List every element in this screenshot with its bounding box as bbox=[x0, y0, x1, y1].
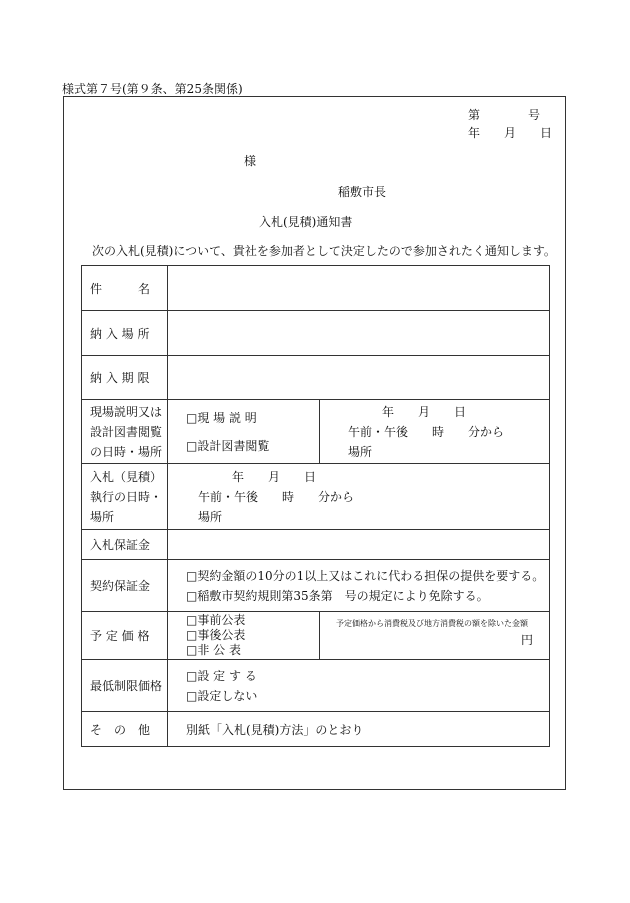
intro-text: 次の入札(見積)について、貴社を参加者として決定したので参加されたく通知します。 bbox=[92, 244, 556, 258]
site-briefing-datetime bbox=[320, 400, 550, 464]
document-title: 入札(見積)通知書 bbox=[259, 215, 353, 229]
label-line: 入札（見積） bbox=[90, 469, 163, 484]
document-date: 年 月 日 bbox=[468, 126, 553, 140]
price-unit: 円 bbox=[520, 633, 533, 647]
label-line: 現場説明又は bbox=[90, 404, 163, 419]
label-contract-bond: 契約保証金 bbox=[82, 560, 168, 612]
datetime-time: 午前・午後 時 分から bbox=[348, 424, 505, 439]
checkbox-design-doc-viewing[interactable]: □設計図書閲覧 bbox=[186, 438, 270, 453]
datetime-time: 午前・午後 時 分から bbox=[198, 489, 355, 504]
label-site-briefing bbox=[82, 400, 168, 464]
label-bid-execution bbox=[82, 464, 168, 530]
label-minimum-price: 最低制限価格 bbox=[82, 660, 168, 712]
row-other bbox=[82, 712, 550, 747]
value-item-name bbox=[168, 266, 550, 311]
label-estimated-price: 予 定 価 格 bbox=[82, 612, 168, 660]
checkbox-site-explanation[interactable]: □現 場 説 明 bbox=[186, 410, 257, 425]
bid-execution-datetime bbox=[168, 464, 550, 530]
label-delivery-place: 納 入 場 所 bbox=[82, 311, 168, 356]
value-delivery-deadline bbox=[168, 356, 550, 400]
contract-bond-options bbox=[168, 560, 550, 612]
estimated-price-amount bbox=[320, 612, 550, 660]
row-contract-bond bbox=[82, 560, 550, 612]
row-bid-execution bbox=[82, 464, 550, 530]
document-number: 第 号 bbox=[468, 108, 541, 122]
checkbox-post-announced[interactable]: □事後公表 bbox=[186, 628, 246, 642]
checkbox-contract-bond-exempt[interactable]: □稲敷市契約規則第35条第 号の規定により免除する。 bbox=[186, 588, 489, 603]
estimated-price-options bbox=[168, 612, 320, 660]
label-other: そ の 他 bbox=[82, 712, 168, 747]
checkbox-contract-bond-required[interactable]: □契約金額の10分の1以上又はこれに代わる担保の提供を要する。 bbox=[186, 568, 545, 583]
row-item-name bbox=[82, 266, 550, 311]
row-bid-bond bbox=[82, 530, 550, 560]
datetime-place: 場所 bbox=[198, 509, 223, 524]
site-briefing-options bbox=[168, 400, 320, 464]
row-delivery-place bbox=[82, 311, 550, 356]
label-line: 設計図書閲覧 bbox=[90, 424, 163, 439]
notice-table bbox=[81, 265, 550, 747]
label-line: の日時・場所 bbox=[90, 444, 163, 459]
datetime-date: 年 月 日 bbox=[232, 469, 317, 484]
label-line: 場所 bbox=[90, 509, 115, 524]
row-minimum-price bbox=[82, 660, 550, 712]
value-other: 別紙「入札(見積)方法」のとおり bbox=[168, 712, 550, 747]
sender: 稲敷市長 bbox=[338, 185, 387, 199]
label-item-name: 件 名 bbox=[82, 266, 168, 311]
addressee: 様 bbox=[244, 154, 257, 168]
label-bid-bond: 入札保証金 bbox=[82, 530, 168, 560]
label-line: 執行の日時・ bbox=[90, 489, 163, 504]
value-bid-bond bbox=[168, 530, 550, 560]
row-delivery-deadline bbox=[82, 356, 550, 400]
checkbox-set-minimum[interactable]: □設 定 す る bbox=[186, 668, 257, 683]
form-label: 様式第７号(第９条、第25条関係) bbox=[62, 82, 243, 96]
checkbox-pre-announced[interactable]: □事前公表 bbox=[186, 613, 246, 627]
label-delivery-deadline: 納 入 期 限 bbox=[82, 356, 168, 400]
checkbox-no-minimum[interactable]: □設定しない bbox=[186, 688, 258, 703]
datetime-place: 場所 bbox=[348, 444, 373, 459]
value-delivery-place bbox=[168, 311, 550, 356]
price-note: 予定価格から消費税及び地方消費税の額を除いた金額 bbox=[336, 619, 528, 628]
checkbox-undisclosed[interactable]: □非 公 表 bbox=[186, 643, 241, 657]
row-estimated-price bbox=[82, 612, 550, 660]
minimum-price-options bbox=[168, 660, 550, 712]
row-site-briefing bbox=[82, 400, 550, 464]
datetime-date: 年 月 日 bbox=[382, 404, 467, 419]
